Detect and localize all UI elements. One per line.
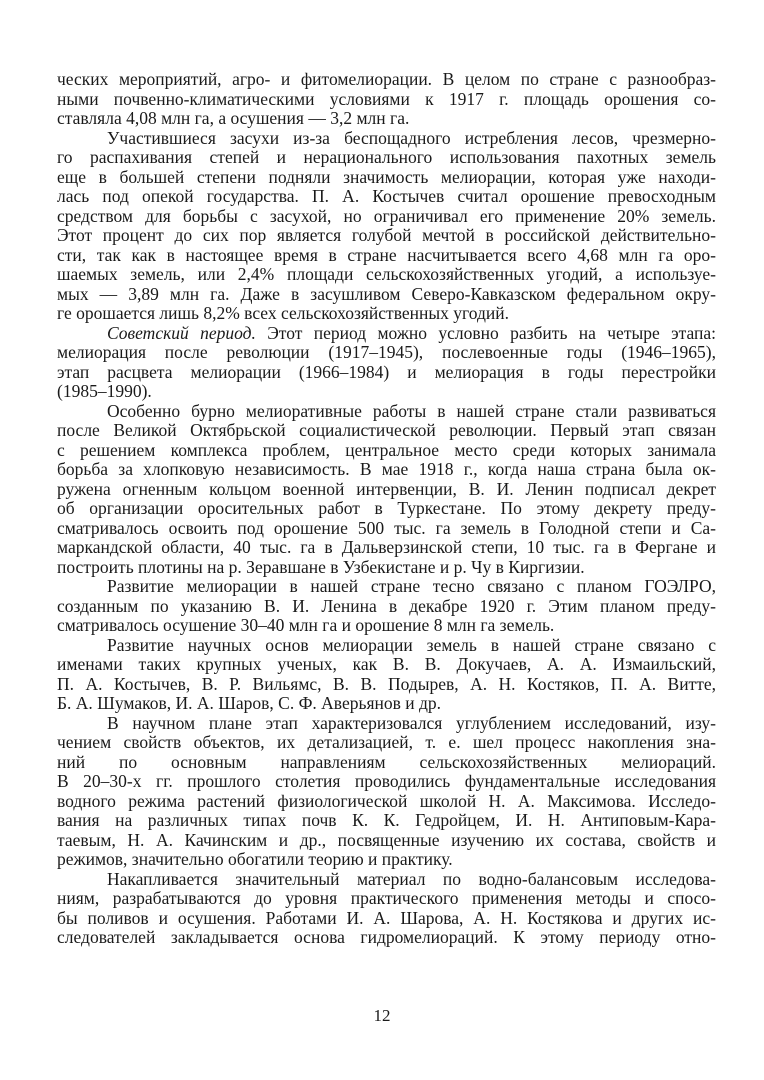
paragraph	[57, 714, 716, 870]
text-line: Этот процент до сих пор является голубой мечтой в российской действительно-	[57, 225, 716, 245]
text-line: режимов, значительно обогатили теорию и практику.	[57, 849, 453, 869]
text-line: сматривалось осушение 30–40 млн га и орошение 8 млн га земель.	[57, 615, 555, 635]
italic-lead: Советский период.	[107, 322, 256, 343]
text-line: сматривалось освоить под орошение 500 тыс. га земель в Голодной степи и Са-	[57, 517, 716, 538]
paragraph	[57, 324, 716, 402]
text-line: мых — 3,89 млн га. Даже в засушливом Северо-Кавказском федеральном окру-	[57, 283, 716, 304]
text-line: об организации оросительных работ в Туркестане. По этому декрету преду-	[57, 498, 716, 518]
paragraph	[57, 577, 716, 636]
text-line: мелиорация после революции (1917–1945), послевоенные годы (1946–1965),	[57, 342, 716, 362]
paragraph	[57, 129, 716, 324]
text-line: ниям, разрабатываются до уровня практического применения методы и спосо-	[57, 888, 716, 908]
text-line: построить плотины на р. Зеравшане в Узбекистане и р. Чу в Киргизии.	[57, 556, 585, 577]
text-line: именами таких крупных ученых, как В. В. Докучаев, А. А. Измаильский,	[57, 654, 716, 674]
text-line: Накапливается значительный материал по водно-балансовым исследова-	[107, 868, 716, 889]
text-line: с решением комплекса проблем, центральное место среди которых занимала	[57, 439, 716, 460]
text-line: водного режима растений физиологической школой Н. А. Максимова. Исследо-	[57, 790, 716, 811]
text-line: П. А. Костычев, В. Р. Вильямс, В. В. Подырев, А. Н. Костяков, П. А. Витте,	[57, 673, 716, 694]
text-line: В 20–30-х гг. прошлого столетия проводились фундаментальные исследования	[57, 771, 716, 791]
text-line: сти, так как в настоящее время в стране насчитывается всего 4,68 млн га оро-	[57, 244, 716, 265]
text-line: ний по основным направлениям сельскохозяйственных мелиораций.	[57, 751, 716, 772]
text-line: ческих мероприятий, агро- и фитомелиорации. В целом по стране с разнообраз-	[57, 69, 716, 89]
text-line-rest: Этот период можно условно разбить на четыре этапа:	[255, 322, 716, 343]
text-line: ге орошается лишь 8,2% всех сельскохозяйственных угодий.	[57, 303, 509, 323]
text-line: Б. А. Шумаков, И. А. Шаров, С. Ф. Аверьянов и др.	[57, 693, 442, 713]
text-line: ружена огненным кольцом военной интервенции, В. И. Ленин подписал декрет	[57, 478, 716, 499]
text-line: еще в большей степени подняли значимость мелиорации, которая уже находи-	[57, 166, 716, 187]
text-line: (1985–1990).	[57, 381, 152, 401]
text-line: Развитие мелиорации в нашей стране тесно связано с планом ГОЭЛРО,	[107, 576, 716, 596]
paragraph	[57, 870, 716, 948]
text-line: таевым, Н. А. Качинским и др., посвященные изучению их состава, свойств и	[57, 829, 716, 850]
text-line: следователей закладывается основа гидромелиораций. К этому периоду отно-	[57, 927, 716, 947]
text-line: лась под опекой государства. П. А. Костычев считал орошение превосходным	[57, 186, 716, 206]
paragraph	[57, 402, 716, 578]
text-line	[57, 324, 716, 344]
text-line: ставляла 4,08 млн га, а осушения — 3,2 млн га.	[57, 108, 410, 128]
text-line: ными почвенно-климатическими условиями к 1917 г. площадь орошения со-	[57, 88, 716, 109]
text-line: средством для борьбы с засухой, но ограничивал его применение 20% земель.	[57, 205, 716, 226]
text-line: бы поливов и осушения. Работами И. А. Шарова, А. Н. Костякова и других ис-	[57, 907, 716, 928]
text-line: Особенно бурно мелиоративные работы в нашей стране стали развиваться	[107, 400, 716, 421]
page-body-text	[57, 70, 716, 948]
text-line: чением свойств объектов, их детализацией, т. е. шел процесс накопления зна-	[57, 732, 716, 752]
text-line: после Великой Октябрьской социалистической революции. Первый этап связан	[57, 420, 716, 440]
paragraph	[57, 70, 716, 129]
text-line: маркандской области, 40 тыс. га в Дальверзинской степи, 10 тыс. га в Фергане и	[57, 537, 716, 557]
text-line: созданным по указанию В. И. Ленина в декабре 1920 г. Этим планом преду-	[57, 595, 716, 616]
text-line: вания на различных типах почв К. К. Гедройцем, И. Н. Антиповым-Кара-	[57, 810, 716, 830]
page-number: 12	[373, 1006, 391, 1025]
text-line: В научном плане этап характеризовался углублением исследований, изу-	[107, 712, 716, 733]
text-line: го распахивания степей и нерационального использования пахотных земель	[57, 147, 716, 167]
text-line: этап расцвета мелиорации (1966–1984) и мелиорация в годы перестройки	[57, 361, 716, 382]
text-line: Участившиеся засухи из-за беспощадного истребления лесов, чрезмерно-	[107, 127, 716, 148]
text-line: Развитие научных основ мелиорации земель в нашей стране связано с	[107, 634, 716, 655]
paragraph	[57, 636, 716, 714]
text-line: борьба за хлопковую независимость. В мае 1918 г., когда наша страна была ок-	[57, 459, 716, 479]
text-line: шаемых земель, или 2,4% площади сельскохозяйственных угодий, а используе-	[57, 264, 716, 284]
